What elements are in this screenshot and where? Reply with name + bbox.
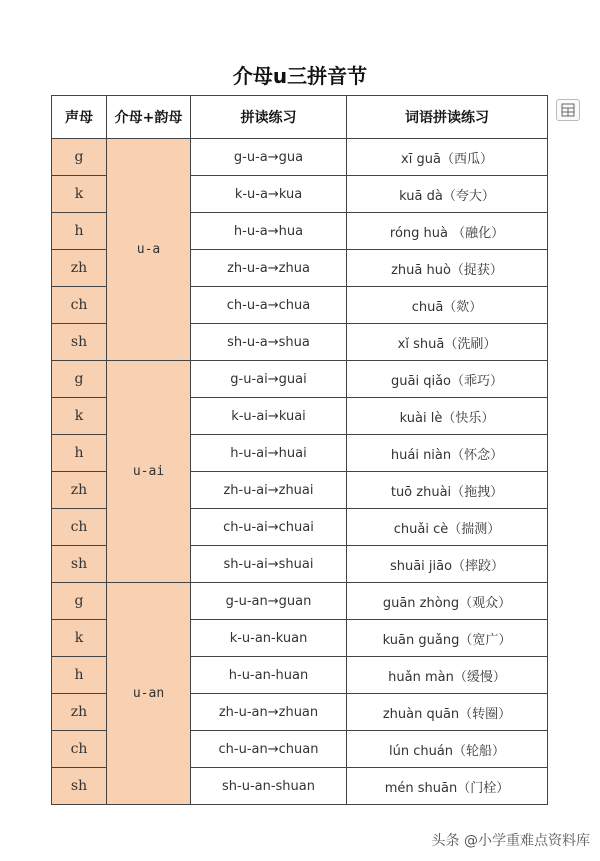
table-row	[52, 583, 548, 620]
medial-final-cell: u-ai	[107, 361, 191, 583]
spelling-cell: ch-u-an→chuan	[191, 731, 347, 768]
initial-cell: g	[52, 139, 107, 176]
initial-cell: k	[52, 176, 107, 213]
initial-cell: zh	[52, 250, 107, 287]
medial-final-cell: u-an	[107, 583, 191, 805]
word-spelling-cell: shuāi jiāo（摔跤）	[347, 546, 548, 583]
word-spelling-cell: kuài lè（快乐）	[347, 398, 548, 435]
spelling-cell: g-u-an→guan	[191, 583, 347, 620]
table-header-row	[52, 96, 548, 139]
spelling-cell: h-u-ai→huai	[191, 435, 347, 472]
word-spelling-cell: róng huà （融化）	[347, 213, 548, 250]
spelling-cell: sh-u-an-shuan	[191, 768, 347, 805]
spelling-cell: k-u-ai→kuai	[191, 398, 347, 435]
word-spelling-cell: chuā（欻）	[347, 287, 548, 324]
medial-final-cell: u-a	[107, 139, 191, 361]
word-spelling-cell: lún chuán（轮船）	[347, 731, 548, 768]
initial-cell: zh	[52, 472, 107, 509]
spelling-cell: zh-u-ai→zhuai	[191, 472, 347, 509]
initial-cell: k	[52, 398, 107, 435]
table-row	[52, 139, 548, 176]
spelling-cell: zh-u-a→zhua	[191, 250, 347, 287]
word-spelling-cell: tuō zhuài（拖拽）	[347, 472, 548, 509]
word-spelling-cell: kuā dà（夸大）	[347, 176, 548, 213]
table-icon[interactable]	[556, 99, 580, 121]
word-spelling-cell: guān zhòng（观众）	[347, 583, 548, 620]
word-spelling-cell: xǐ shuā（洗刷）	[347, 324, 548, 361]
word-spelling-cell: kuān guǎng（宽广）	[347, 620, 548, 657]
initial-cell: zh	[52, 694, 107, 731]
spelling-cell: ch-u-a→chua	[191, 287, 347, 324]
word-spelling-cell: zhuàn quān（转圈）	[347, 694, 548, 731]
header-medial-final: 介母+韵母	[107, 96, 191, 139]
spelling-cell: g-u-a→gua	[191, 139, 347, 176]
spelling-cell: h-u-a→hua	[191, 213, 347, 250]
initial-cell: ch	[52, 509, 107, 546]
word-spelling-cell: chuǎi cè（揣测）	[347, 509, 548, 546]
spelling-cell: h-u-an-huan	[191, 657, 347, 694]
initial-cell: h	[52, 435, 107, 472]
pinyin-table-container	[51, 95, 547, 805]
initial-cell: sh	[52, 546, 107, 583]
header-initial: 声母	[52, 96, 107, 139]
word-spelling-cell: zhuā huò（捉获）	[347, 250, 548, 287]
word-spelling-cell: mén shuān（门栓）	[347, 768, 548, 805]
word-spelling-cell: huái niàn（怀念）	[347, 435, 548, 472]
table-row	[52, 361, 548, 398]
word-spelling-cell: guāi qiǎo（乖巧）	[347, 361, 548, 398]
pinyin-table	[51, 95, 548, 805]
initial-cell: k	[52, 620, 107, 657]
initial-cell: ch	[52, 287, 107, 324]
initial-cell: ch	[52, 731, 107, 768]
spelling-cell: sh-u-a→shua	[191, 324, 347, 361]
watermark: 头条 @小学重难点资料库	[431, 833, 590, 849]
initial-cell: h	[52, 213, 107, 250]
initial-cell: sh	[52, 324, 107, 361]
table-icon-glyph	[561, 103, 575, 117]
page-title: 介母u三拼音节	[232, 64, 368, 88]
spelling-cell: k-u-a→kua	[191, 176, 347, 213]
spelling-cell: ch-u-ai→chuai	[191, 509, 347, 546]
table-body	[52, 139, 548, 805]
spelling-cell: zh-u-an→zhuan	[191, 694, 347, 731]
initial-cell: h	[52, 657, 107, 694]
word-spelling-cell: huǎn màn（缓慢）	[347, 657, 548, 694]
word-spelling-cell: xī guā（西瓜）	[347, 139, 548, 176]
spelling-cell: k-u-an-kuan	[191, 620, 347, 657]
header-word-spelling: 词语拼读练习	[347, 96, 548, 139]
initial-cell: sh	[52, 768, 107, 805]
spelling-cell: sh-u-ai→shuai	[191, 546, 347, 583]
spelling-cell: g-u-ai→guai	[191, 361, 347, 398]
header-spelling: 拼读练习	[191, 96, 347, 139]
initial-cell: g	[52, 361, 107, 398]
initial-cell: g	[52, 583, 107, 620]
